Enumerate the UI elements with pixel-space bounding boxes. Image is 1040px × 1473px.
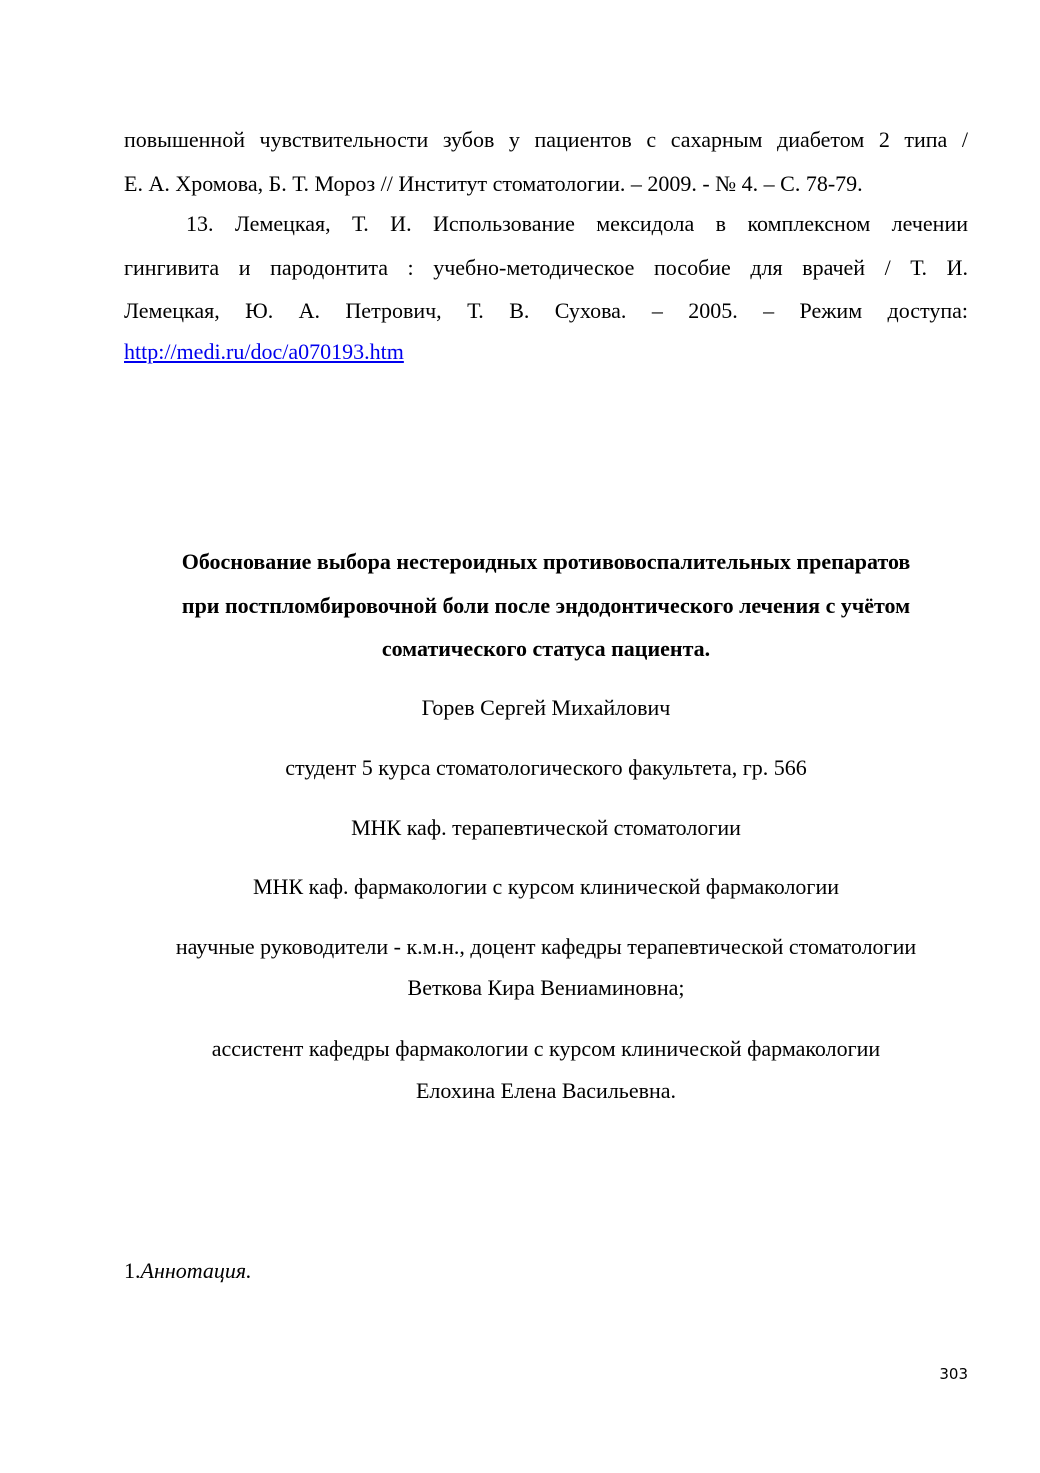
article-title-line-2: при постпломбировочной боли после эндодонтического лечения с учётом — [181, 593, 911, 618]
supervisor-2-line-2: Елохина Елена Васильевна. — [415, 1078, 677, 1103]
affiliation-1: МНК каф. терапевтической стоматологии — [351, 815, 741, 840]
reference-13-link[interactable]: http://medi.ru/doc/a070193.htm — [124, 339, 404, 364]
reference-prev-line-2: Е. А. Хромова, Б. Т. Мороз // Институт стоматологии. – 2009. - № 4. – С. 78-79. — [124, 171, 863, 196]
article-title-line-1: Обоснование выбора нестероидных противовоспалительных препаратов — [181, 549, 911, 574]
reference-13-line-3: Лемецкая, Ю. А. Петрович, Т. В. Сухова. – 2005. – Режим доступа: — [124, 298, 968, 323]
supervisor-1-line-1: научные руководители - к.м.н., доцент кафедры терапевтической стоматологии — [175, 934, 917, 959]
reference-13-line-1: 13. Лемецкая, Т. И. Использование мексидола в комплексном лечении — [186, 211, 968, 236]
supervisor-2-line-1: ассистент кафедры фармакологии с курсом клинической фармакологии — [211, 1036, 881, 1061]
section-number: 1. — [124, 1258, 141, 1283]
section-heading — [124, 1258, 968, 1284]
author-name: Горев Сергей Михайлович — [421, 695, 671, 720]
reference-13-line-2: гингивита и пародонтита : учебно-методическое пособие для врачей / Т. И. — [124, 255, 968, 280]
section-title: Аннотация. — [140, 1258, 252, 1283]
affiliation-2: МНК каф. фармакологии с курсом клинической фармакологии — [253, 874, 839, 899]
article-title-line-3: соматического статуса пациента. — [381, 636, 711, 661]
page-number: 303 — [939, 1365, 968, 1383]
supervisor-1-line-2: Веткова Кира Вениаминовна; — [407, 975, 685, 1000]
author-status: студент 5 курса стоматологического факультета, гр. 566 — [285, 755, 807, 780]
reference-prev-line-1: повышенной чувствительности зубов у пациентов с сахарным диабетом 2 типа / — [124, 127, 968, 152]
